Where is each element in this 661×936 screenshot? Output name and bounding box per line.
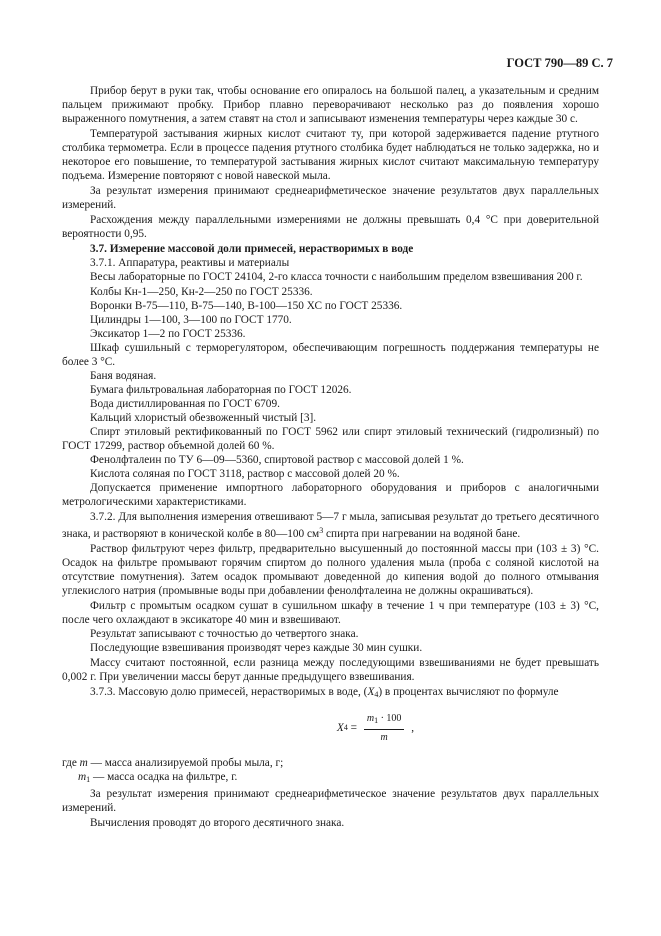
section-heading: 3.7. Измерение массовой доли примесей, нерастворимых в воде [90, 243, 414, 255]
paragraph: Массу считают постоянной, если разница между последующими взвешиваниями не будет превышать 0,002 г. При увеличении массы берут данные предыдущего взвешивания. [62, 657, 599, 683]
paragraph: Прибор берут в руки так, чтобы основание его опиралось на большой палец, а указательным и средним пальцем прижимают пробку. Прибор плавно переворачивают несколько раз до появления хорошо выраженного помутнения, а затем ставят на стол и записывают изменения температуры через каждые 30 с. [62, 85, 599, 125]
paragraph: Воронки В-75—110, В-75—140, В-100—150 ХС по ГОСТ 25336. [90, 300, 403, 312]
fraction-denominator: m [380, 731, 388, 743]
paragraph: Температурой застывания жирных кислот считают ту, при которой задерживается падение ртутного столбика термометра. Если в процессе падения ртутного столбика будет наблюдаться не только задержка, но и некоторое его повышение, то температурой застывания жирных кислот считают максимальную температуру подъема. Измерение повторяют с новой навеской мыла. [62, 128, 599, 182]
fraction-numerator [364, 712, 405, 730]
text-run: 3.7.2. Для выполнения измерения отвешивают 5—7 г мыла, записывая результат до третьего десятичного знака, и растворяют в конической колбе в 80—100 см [62, 511, 599, 540]
text-run: 3.7.3. Массовую долю примесей, нерастворимых в воде, ( [90, 686, 368, 698]
numerator-variable: m [366, 712, 375, 724]
paragraph: Весы лабораторные по ГОСТ 24104, 2-го класса точности с наибольшим пределом взвешивания 200 г. [90, 271, 583, 283]
paragraph-3-7-2 [62, 510, 599, 541]
paragraph: Допускается применение импортного лабораторного оборудования и приборов с аналогичными метрологическими характеристиками. [62, 482, 599, 508]
formula-lhs-subscript: 4 [343, 723, 348, 732]
superscript: 3 [319, 526, 324, 535]
paragraph: Баня водяная. [90, 370, 157, 382]
text-run: — масса осадка на фильтре, г. [90, 771, 238, 783]
variable: m [78, 771, 87, 783]
paragraph: Шкаф сушильный с терморегулятором, обеспечивающим погрешность поддержания температуры не более 3 °С. [62, 342, 599, 368]
variable: m [79, 757, 88, 769]
legend-line [62, 756, 599, 770]
paragraph: Кислота соляная по ГОСТ 3118, раствор с массовой долей 20 %. [90, 468, 400, 480]
paragraph: Цилиндры 1—100, 3—100 по ГОСТ 1770. [90, 314, 292, 326]
paragraph: Спирт этиловый ректификованный по ГОСТ 5962 или спирт этиловый технический (гидролизный) по ГОСТ 17299, раствор объемной долей 60 %. [62, 426, 599, 452]
paragraph: Фильтр с промытым осадком сушат в сушильном шкафу в течение 1 ч при температуре (103 ± 3) °С, после чего охлаждают в эксикаторе 40 мин и взвешивают. [62, 600, 599, 626]
paragraph: Расхождения между параллельными измерениями не должны превышать 0,4 °С при доверительной вероятности 0,95. [62, 214, 599, 240]
variable: X [367, 686, 375, 698]
equals-sign: = [347, 722, 360, 734]
numerator-rest: · 100 [378, 712, 402, 724]
paragraph: Раствор фильтруют через фильтр, предварительно высушенный до постоянной массы при (103 ± 3) °С. Осадок на фильтре промывают горячим спиртом до полного удаления мыла (проба с соляной кислотой на отсутствие помутнения). Затем осадок промывают доведенной до кипения водой до полного отмывания углекислого натрия (промывные воды при добавлении фенолфталеина не должны окрашиваться). [62, 543, 599, 597]
page-header: ГОСТ 790—89 С. 7 [506, 56, 613, 70]
paragraph-3-7-3 [62, 685, 599, 702]
paragraph: За результат измерения принимают среднеарифметическое значение результатов двух параллельных измерений. [62, 788, 599, 814]
paragraph: За результат измерения принимают среднеарифметическое значение результатов двух параллельных измерений. [62, 185, 599, 211]
paragraph: Результат записывают с точностью до четвертого знака. [90, 628, 359, 640]
subscript: 1 [86, 775, 91, 784]
paragraph: Вода дистиллированная по ГОСТ 6709. [90, 398, 280, 410]
paragraph: 3.7.1. Аппаратура, реактивы и материалы [90, 257, 290, 269]
document-body [62, 84, 599, 830]
text-run: где [62, 757, 80, 769]
paragraph: Кальций хлористый обезвоженный чистый [3]. [90, 412, 317, 424]
paragraph: Эксикатор 1—2 по ГОСТ 25336. [90, 328, 246, 340]
numerator-subscript: 1 [374, 715, 379, 725]
paragraph: Колбы Кн-1—250, Кн-2—250 по ГОСТ 25336. [90, 286, 313, 298]
fraction [364, 712, 405, 745]
legend-line [62, 770, 599, 787]
paragraph: Вычисления проводят до второго десятичного знака. [90, 817, 345, 829]
paragraph: Фенолфталеин по ТУ 6—09—5360, спиртовой раствор с массовой долей 1 %. [90, 454, 464, 466]
text-run: — масса анализируемой пробы мыла, г; [87, 757, 284, 769]
text-run: спирта при нагревании на водяной бане. [323, 528, 521, 540]
formula-lhs: X [336, 722, 344, 734]
subscript: 4 [374, 690, 379, 699]
formula [152, 712, 599, 744]
text-run: ) в процентах вычисляют по формуле [378, 686, 559, 698]
paragraph: Последующие взвешивания производят через каждые 30 мин сушки. [90, 642, 423, 654]
paragraph: Бумага фильтровальная лабораторная по ГОСТ 12026. [90, 384, 352, 396]
formula-tail: , [408, 722, 415, 734]
